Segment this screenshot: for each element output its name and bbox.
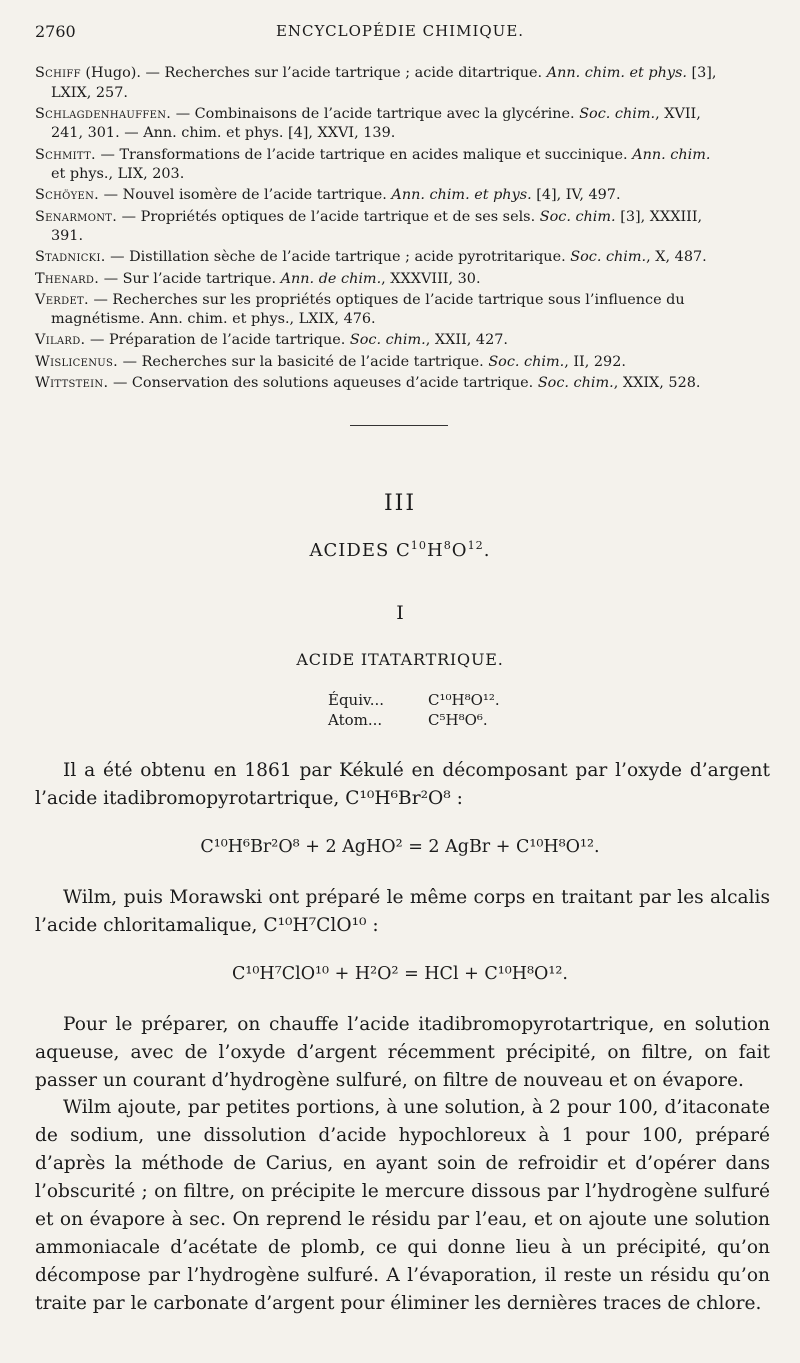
bibliography-entry	[35, 291, 775, 330]
atom-row	[328, 710, 500, 730]
entry-reference: , XXIX, 528.	[613, 374, 701, 391]
entry-text: — Préparation de l’acide tartrique.	[85, 332, 350, 349]
entry-author: Senarmont.	[35, 208, 118, 225]
entry-author: Verdet.	[35, 291, 89, 308]
entry-continuation: magnétisme. Ann. chim. et phys., LXIX, 476.	[51, 311, 376, 328]
entry-source: Soc. chim.	[537, 374, 614, 391]
entry-author: Schiff	[35, 65, 81, 81]
entry-author: Stadnicki.	[35, 249, 106, 266]
entry-text: — Conservation des solutions aqueuses d’acide tartrique.	[108, 374, 538, 391]
formula-table	[328, 690, 500, 730]
entry-reference: , II, 292.	[564, 353, 626, 370]
section-title: ACIDES $C^{10}H^8O^{12}$.	[309, 539, 491, 561]
entry-author: Thenard.	[35, 270, 100, 287]
entry-source: Soc. chim.	[488, 353, 565, 370]
entry-source: Ann. chim.	[632, 146, 711, 163]
subsection-title: ACIDE ITATARTRIQUE.	[296, 650, 504, 669]
entry-reference: , XXXVIII, 30.	[381, 270, 481, 287]
bibliography-entry	[35, 270, 775, 290]
page-header	[35, 22, 765, 46]
entry-text: — Nouvel isomère de l’acide tartrique.	[99, 187, 392, 204]
entry-text: — Sur l’acide tartrique.	[99, 270, 281, 287]
entry-continuation: LXIX, 257.	[51, 84, 128, 101]
entry-text: (Hugo). — Recherches sur l’acide tartrique ; acide ditartrique.	[80, 65, 547, 81]
equiv-label: Équiv...	[328, 691, 385, 709]
entry-continuation: 391.	[51, 228, 84, 245]
entry-reference: [3],	[686, 65, 717, 81]
entry-author: Schmitt.	[35, 146, 96, 163]
bibliography-list	[35, 64, 775, 395]
entry-source: Soc. chim.	[349, 332, 426, 349]
entry-text: — Recherches sur la basicité de l’acide tartrique.	[118, 353, 489, 370]
entry-author: Schöyen.	[35, 187, 100, 204]
paragraph-3: Pour le préparer, on chauffe l’acide itadibromopyrotartrique, en solution aqueuse, avec de l’oxyde d’argent récemment précipité, on filtre, on fait passer un courant d’hydrogène sulfuré, on filtre de nouveau et on évapore.	[35, 1014, 770, 1091]
entry-author: Schlagdenhauffen.	[35, 105, 172, 122]
entry-reference: , XVII,	[655, 105, 701, 122]
bibliography-entry	[35, 105, 775, 144]
bibliography-entry	[35, 186, 775, 206]
entry-text: — Recherches sur les propriétés optiques de l’acide tartrique sous l’influence du	[88, 291, 685, 308]
entry-reference: , XXII, 427.	[425, 332, 508, 349]
bibliography-entry	[35, 248, 775, 268]
entry-author: Wislicenus.	[35, 353, 119, 370]
bibliography-entry	[35, 64, 775, 103]
paragraph-4: Wilm ajoute, par petites portions, à une solution, à 2 pour 100, d’itaconate de sodium, une dissolution d’acide hypochloreux à 1 pour 100, préparé d’après la méthode de Carius, en ayant soin de refroidir et d’opérer dans l’obscurité ; on filtre, on précipite le mercure dissous par l’hydrogène sulfuré et on évapore à sec. On reprend le résidu par l’eau, et on ajoute une solution ammoniacale d’acétate de plomb, ce qui donne lieu à un précipité, qu’on décompose par l’hydrogène sulfuré. A l’évaporation, il reste un résidu qu’on traite par le carbonate d’argent pour éliminer les dernières traces de chlore.	[35, 1097, 770, 1314]
section-number: III	[383, 491, 417, 516]
page-number: 2760	[35, 22, 76, 41]
bibliography-entry	[35, 146, 775, 185]
entry-reference: [4], IV, 497.	[531, 187, 621, 204]
entry-source: Soc. chim.	[570, 249, 647, 266]
bibliography-entry	[35, 353, 775, 373]
equation-1: C¹⁰H⁶Br²O⁸ + 2 AgHO² = 2 AgBr + C¹⁰H⁸O¹².	[200, 837, 600, 857]
entry-source: Ann. chim. et phys.	[391, 187, 532, 204]
equiv-row	[328, 690, 500, 710]
entry-source: Soc. chim.	[539, 208, 616, 225]
entry-author: Vilard.	[35, 332, 86, 349]
entry-source: Soc. chim.	[579, 105, 656, 122]
running-title: ENCYCLOPÉDIE CHIMIQUE.	[275, 22, 525, 40]
entry-text: — Combinaisons de l’acide tartrique avec la glycérine.	[171, 105, 580, 122]
paragraph-2: Wilm, puis Morawski ont préparé le même corps en traitant par les alcalis l’acide chloritamalique, C¹⁰H⁷ClO¹⁰ :	[35, 887, 770, 936]
equiv-formula: C¹⁰H⁸O¹².	[428, 691, 500, 709]
bibliography-entry	[35, 374, 775, 394]
entry-author: Wittstein.	[35, 374, 109, 391]
subsection-number: I	[396, 602, 404, 624]
entry-source: Ann. chim. et phys.	[546, 65, 687, 81]
entry-continuation: et phys., LIX, 203.	[51, 166, 185, 183]
entry-reference: [3], XXXIII,	[615, 208, 703, 225]
entry-reference: , X, 487.	[646, 249, 707, 266]
paragraph-1: Il a été obtenu en 1861 par Kékulé en décomposant par l’oxyde d’argent l’acide itadibromopyrotartrique, C¹⁰H⁶Br²O⁸ :	[35, 760, 770, 809]
entry-continuation: 241, 301. — Ann. chim. et phys. [4], XXVI, 139.	[51, 125, 396, 142]
entry-text: — Distillation sèche de l’acide tartrique ; acide pyrotritarique.	[105, 249, 571, 266]
bibliography-entry	[35, 331, 775, 351]
entry-text: — Propriétés optiques de l’acide tartrique et de ses sels.	[117, 208, 540, 225]
equation-2: C¹⁰H⁷ClO¹⁰ + H²O² = HCl + C¹⁰H⁸O¹².	[232, 964, 568, 984]
entry-text: — Transformations de l’acide tartrique en acides malique et succinique.	[95, 146, 633, 163]
entry-source: Ann. de chim.	[280, 270, 382, 287]
atom-label: Atom...	[328, 711, 383, 729]
atom-formula: C⁵H⁸O⁶.	[428, 711, 488, 729]
section-divider	[350, 425, 448, 426]
bibliography-entry	[35, 208, 775, 247]
